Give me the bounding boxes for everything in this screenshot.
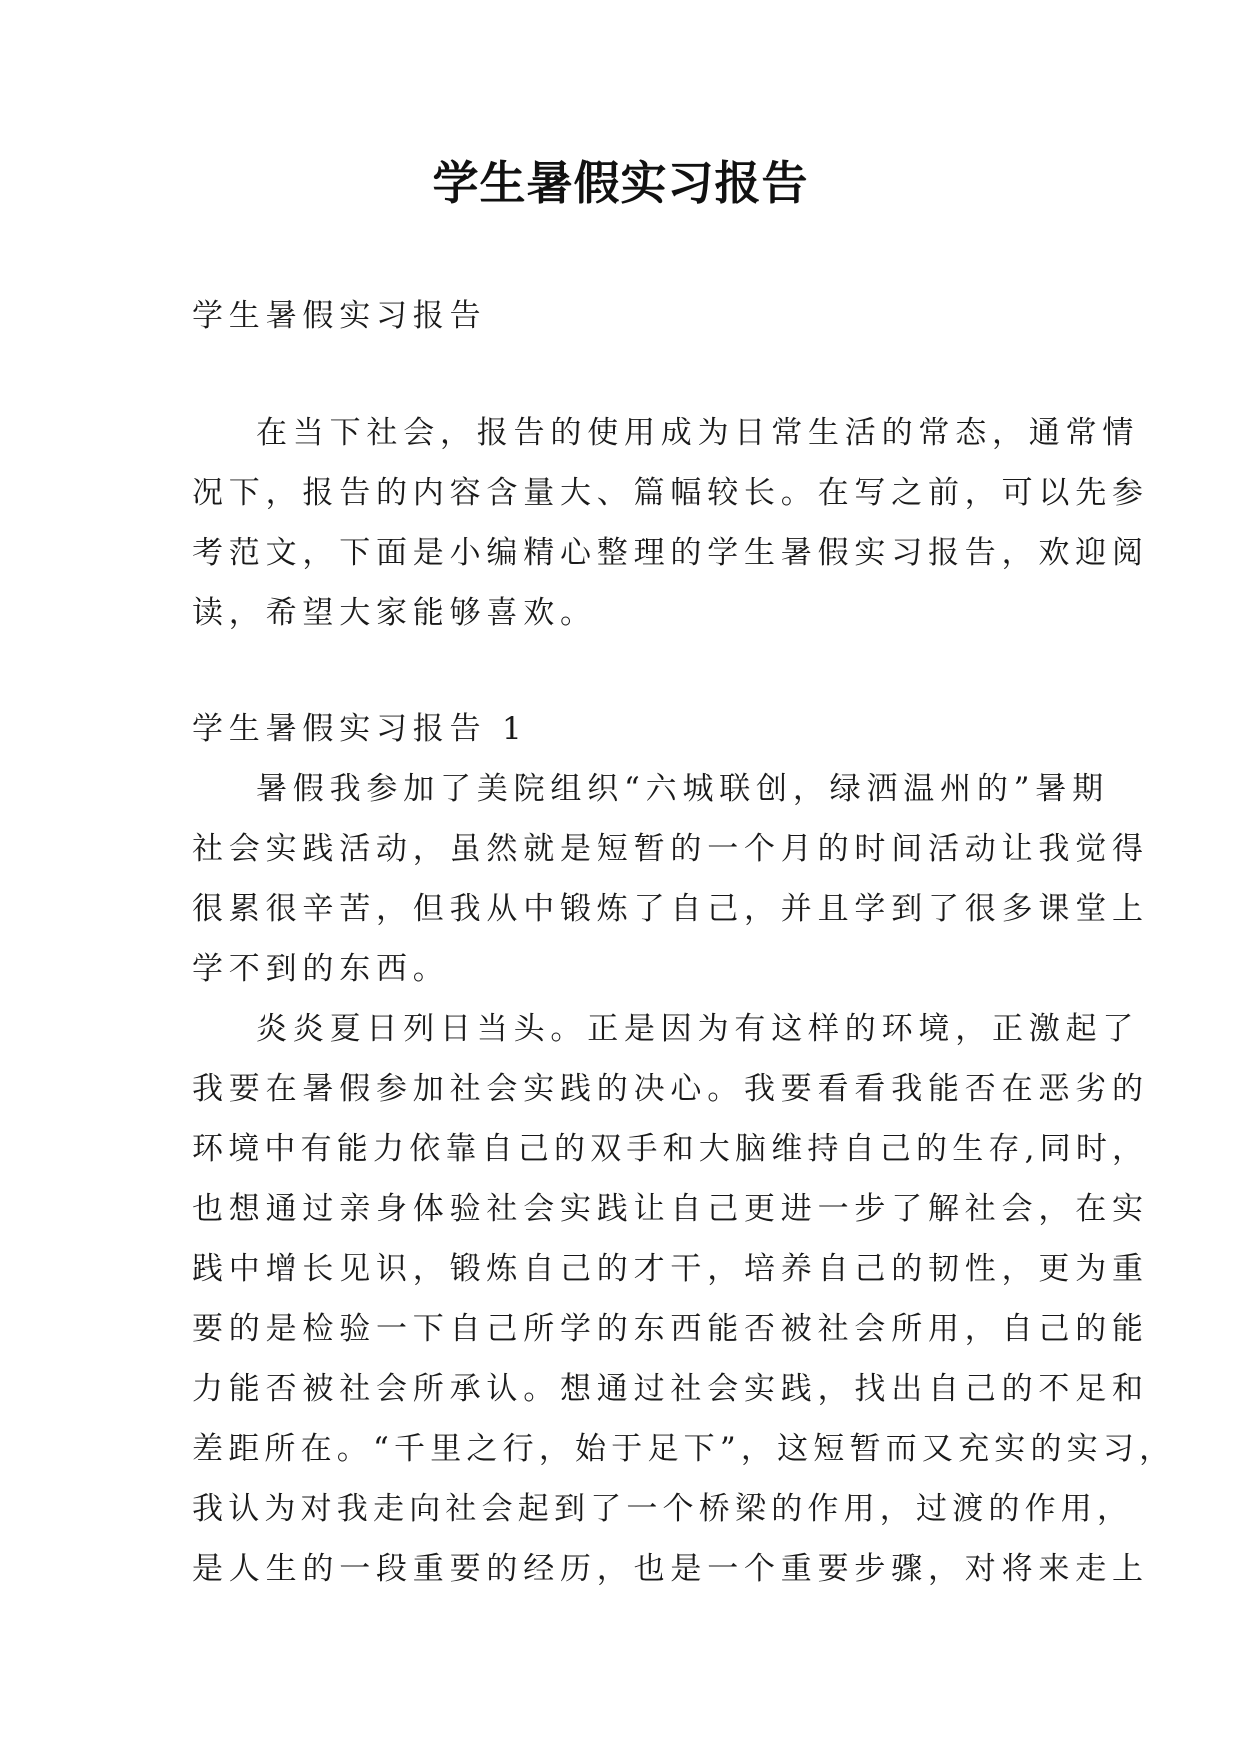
paragraph-line: 我要在暑假参加社会实践的决心。我要看看我能否在恶劣的 <box>192 1071 1149 1107</box>
paragraph-line: 也想通过亲身体验社会实践让自己更进一步了解社会，在实 <box>192 1191 1149 1227</box>
paragraph-line: 践中增长见识，锻炼自己的才干，培养自己的韧性，更为重 <box>192 1251 1149 1287</box>
intro-line: 考范文，下面是小编精心整理的学生暑假实习报告，欢迎阅 <box>192 535 1149 571</box>
section-heading: 学生暑假实习报告 1 <box>192 711 528 747</box>
paragraph-line: 环境中有能力依靠自己的双手和大脑维持自己的生存,同时， <box>192 1131 1149 1167</box>
paragraph-line: 是人生的一段重要的经历，也是一个重要步骤，对将来走上 <box>192 1551 1149 1587</box>
paragraph-line: 社会实践活动，虽然就是短暂的一个月的时间活动让我觉得 <box>192 831 1149 867</box>
paragraph-line: 差距所在。“千里之行，始于足下”，这短暂而又充实的实习， <box>192 1431 1176 1467</box>
paragraph-line: 力能否被社会所承认。想通过社会实践，找出自己的不足和 <box>192 1371 1149 1407</box>
intro-line: 读，希望大家能够喜欢。 <box>192 595 597 631</box>
document-title: 学生暑假实习报告 <box>432 156 809 210</box>
document-body <box>192 286 1176 1599</box>
paragraph-line: 很累很辛苦，但我从中锻炼了自己，并且学到了很多课堂上 <box>192 891 1149 927</box>
intro-line: 况下，报告的内容含量大、篇幅较长。在写之前，可以先参 <box>192 475 1149 511</box>
document-subtitle: 学生暑假实习报告 <box>192 298 487 334</box>
paragraph-line: 要的是检验一下自己所学的东西能否被社会所用，自己的能 <box>192 1311 1149 1347</box>
paragraph-line: 炎炎夏日列日当头。正是因为有这样的环境，正激起了 <box>256 1011 1140 1047</box>
paragraph-line: 我认为对我走向社会起到了一个桥梁的作用，过渡的作用， <box>192 1491 1134 1527</box>
intro-line: 在当下社会，报告的使用成为日常生活的常态，通常情 <box>256 415 1140 451</box>
paragraph-line: 暑假我参加了美院组织“六城联创，绿洒温州的”暑期 <box>256 771 1109 807</box>
paragraph-line: 学不到的东西。 <box>192 951 450 987</box>
